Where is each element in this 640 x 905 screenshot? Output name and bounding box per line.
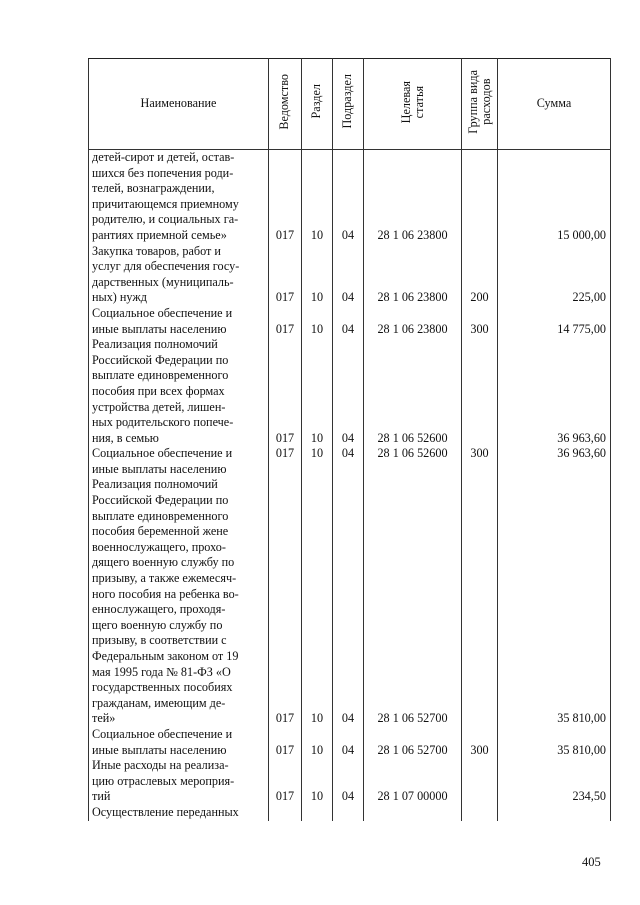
row-celevaya: 28 1 06 52600 bbox=[364, 446, 462, 477]
page-number: 405 bbox=[582, 855, 601, 869]
row-name-line: Реализация полномочий bbox=[92, 477, 218, 492]
row-gruppa bbox=[462, 805, 498, 821]
row-gruppa: 300 bbox=[462, 306, 498, 337]
row-name-line: услуг для обеспечения госу- bbox=[92, 259, 240, 274]
row-name-line: ного пособия на ребенка во- bbox=[92, 586, 239, 601]
row-celevaya: 28 1 06 23800 bbox=[364, 150, 462, 244]
header-celevaya: Целевая статья bbox=[364, 59, 462, 150]
row-name-line: гражданам, имеющим де- bbox=[92, 695, 226, 710]
row-summa: 36 963,60 bbox=[498, 337, 611, 446]
row-name-line: ных) нужд bbox=[92, 290, 147, 305]
row-summa: 225,00 bbox=[498, 244, 611, 306]
row-name-line: причитающемся приемному bbox=[92, 196, 239, 211]
row-name-line: выплате единовременного bbox=[92, 368, 229, 383]
row-celevaya: 28 1 06 23800 bbox=[364, 306, 462, 337]
row-summa: 14 775,00 bbox=[498, 306, 611, 337]
row-name-line: дарственных (муниципаль- bbox=[92, 274, 234, 289]
row-summa bbox=[498, 805, 611, 821]
row-name-line: Социальное обеспечение и bbox=[92, 726, 233, 741]
row-vedomstvo: 017 bbox=[269, 446, 302, 477]
row-name-line: военнослужащего, прохо- bbox=[92, 539, 226, 554]
row-podrazdel: 04 bbox=[333, 758, 364, 805]
row-podrazdel: 04 bbox=[333, 150, 364, 244]
row-name-line: детей-сирот и детей, остав- bbox=[92, 150, 235, 164]
row-name-line: Российской Федерации по bbox=[92, 493, 229, 508]
row-name-line: Федеральным законом от 19 bbox=[92, 649, 239, 663]
row-gruppa: 300 bbox=[462, 727, 498, 758]
table-row bbox=[89, 244, 611, 306]
row-summa: 35 810,00 bbox=[498, 727, 611, 758]
row-razdel bbox=[302, 805, 333, 821]
row-name-line: Реализация полномочий bbox=[92, 337, 218, 352]
row-celevaya bbox=[364, 805, 462, 821]
row-name-cell bbox=[89, 758, 269, 805]
row-summa: 234,50 bbox=[498, 758, 611, 805]
row-razdel: 10 bbox=[302, 244, 333, 306]
row-celevaya: 28 1 06 52700 bbox=[364, 727, 462, 758]
row-name-line: пособия при всех формах bbox=[92, 383, 225, 398]
row-name-line: телей, вознаграждении, bbox=[92, 181, 215, 196]
row-razdel: 10 bbox=[302, 477, 333, 727]
row-name-line: Закупка товаров, работ и bbox=[92, 243, 221, 258]
row-vedomstvo: 017 bbox=[269, 337, 302, 446]
table-row bbox=[89, 337, 611, 446]
row-name-line: дящего военную службу по bbox=[92, 555, 235, 570]
table-row bbox=[89, 150, 611, 244]
row-razdel: 10 bbox=[302, 446, 333, 477]
row-name-line: государственных пособиях bbox=[92, 680, 233, 695]
row-name-cell bbox=[89, 727, 269, 758]
row-name-line: щего военную службу по bbox=[92, 617, 223, 632]
row-vedomstvo bbox=[269, 805, 302, 821]
row-name-line: ния, в семью bbox=[92, 430, 159, 445]
table-row bbox=[89, 306, 611, 337]
row-razdel: 10 bbox=[302, 150, 333, 244]
row-podrazdel: 04 bbox=[333, 306, 364, 337]
row-name-line: устройства детей, лишен- bbox=[92, 399, 226, 414]
row-celevaya: 28 1 07 00000 bbox=[364, 758, 462, 805]
row-name-line: родителю, и социальных га- bbox=[92, 212, 239, 227]
row-podrazdel: 04 bbox=[333, 337, 364, 446]
header-vedomstvo: Ведомство bbox=[269, 59, 302, 150]
row-razdel: 10 bbox=[302, 727, 333, 758]
row-name-cell bbox=[89, 805, 269, 821]
row-name-line: Иные расходы на реализа- bbox=[92, 758, 229, 773]
row-name-line: иные выплаты населению bbox=[92, 742, 227, 757]
row-name-line: рантиях приемной семье» bbox=[92, 227, 227, 242]
row-gruppa: 300 bbox=[462, 446, 498, 477]
row-podrazdel: 04 bbox=[333, 477, 364, 727]
header-podrazdel: Подраздел bbox=[333, 59, 364, 150]
row-celevaya: 28 1 06 52600 bbox=[364, 337, 462, 446]
row-name-cell bbox=[89, 337, 269, 446]
table-row bbox=[89, 727, 611, 758]
row-summa: 36 963,60 bbox=[498, 446, 611, 477]
table-body bbox=[89, 150, 611, 821]
header-razdel: Раздел bbox=[302, 59, 333, 150]
table-row bbox=[89, 805, 611, 821]
row-name-cell bbox=[89, 150, 269, 244]
row-name-line: мая 1995 года № 81-ФЗ «О bbox=[92, 664, 231, 679]
row-podrazdel: 04 bbox=[333, 244, 364, 306]
row-gruppa bbox=[462, 477, 498, 727]
row-summa: 15 000,00 bbox=[498, 150, 611, 244]
row-celevaya: 28 1 06 52700 bbox=[364, 477, 462, 727]
row-name-line: пособия беременной жене bbox=[92, 524, 229, 539]
row-razdel: 10 bbox=[302, 337, 333, 446]
row-name-line: призыву, а также ежемесяч- bbox=[92, 571, 237, 586]
row-gruppa: 200 bbox=[462, 244, 498, 306]
row-name-line: тий bbox=[92, 789, 111, 804]
header-gruppa: Группа вида расходов bbox=[462, 59, 498, 150]
row-name-cell bbox=[89, 477, 269, 727]
table-header-row bbox=[89, 59, 611, 150]
row-name-cell bbox=[89, 446, 269, 477]
table-row bbox=[89, 477, 611, 727]
row-gruppa bbox=[462, 758, 498, 805]
row-name-line: Социальное обеспечение и bbox=[92, 446, 233, 461]
table-row bbox=[89, 758, 611, 805]
row-name-cell bbox=[89, 244, 269, 306]
row-gruppa bbox=[462, 150, 498, 244]
row-name-line: иные выплаты населению bbox=[92, 461, 227, 476]
row-name-line: иные выплаты населению bbox=[92, 321, 227, 336]
row-name-line: цию отраслевых мероприя- bbox=[92, 773, 235, 788]
header-name: Наименование bbox=[89, 59, 269, 150]
row-name-line: Российской Федерации по bbox=[92, 352, 229, 367]
row-name-line: Осуществление переданных bbox=[92, 804, 239, 819]
row-name-line: выплате единовременного bbox=[92, 508, 229, 523]
row-name-line: тей» bbox=[92, 711, 116, 726]
row-name-line: еннослужащего, проходя- bbox=[92, 602, 226, 617]
budget-table bbox=[88, 58, 611, 821]
row-vedomstvo: 017 bbox=[269, 306, 302, 337]
row-vedomstvo: 017 bbox=[269, 244, 302, 306]
row-name-cell bbox=[89, 306, 269, 337]
row-razdel: 10 bbox=[302, 306, 333, 337]
table-row bbox=[89, 446, 611, 477]
header-summa: Сумма bbox=[498, 59, 611, 150]
row-celevaya: 28 1 06 23800 bbox=[364, 244, 462, 306]
row-name-line: Социальное обеспечение и bbox=[92, 305, 233, 320]
row-gruppa bbox=[462, 337, 498, 446]
row-podrazdel: 04 bbox=[333, 446, 364, 477]
row-name-line: призыву, в соответствии с bbox=[92, 633, 227, 648]
row-name-line: ных родительского попече- bbox=[92, 415, 234, 430]
row-podrazdel: 04 bbox=[333, 727, 364, 758]
row-summa: 35 810,00 bbox=[498, 477, 611, 727]
row-podrazdel bbox=[333, 805, 364, 821]
row-razdel: 10 bbox=[302, 758, 333, 805]
row-vedomstvo: 017 bbox=[269, 477, 302, 727]
row-vedomstvo: 017 bbox=[269, 758, 302, 805]
row-name-line: шихся без попечения роди- bbox=[92, 165, 234, 180]
row-vedomstvo: 017 bbox=[269, 150, 302, 244]
row-vedomstvo: 017 bbox=[269, 727, 302, 758]
